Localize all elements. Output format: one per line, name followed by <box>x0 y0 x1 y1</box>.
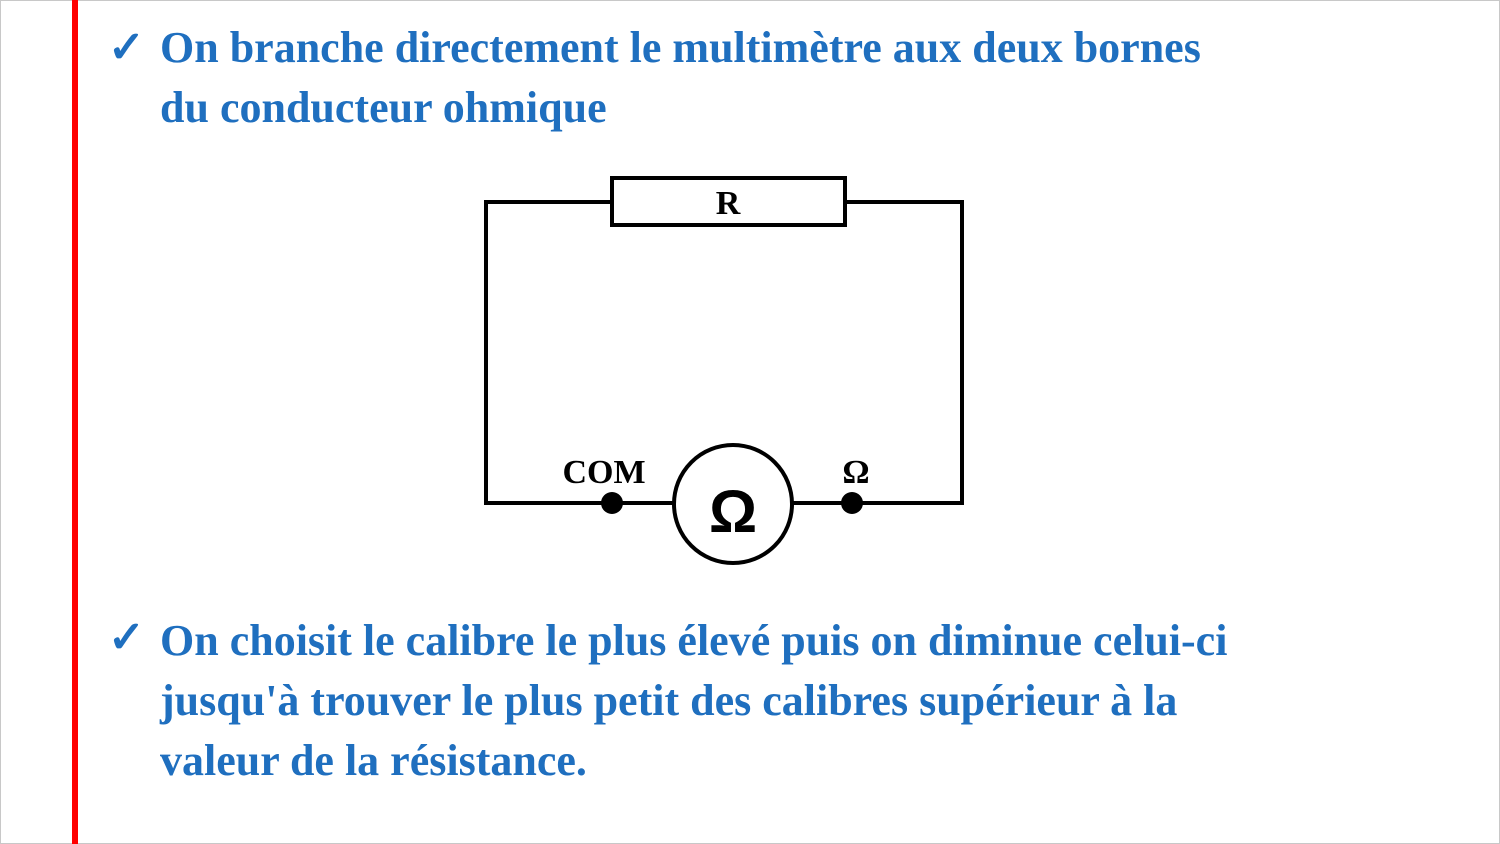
check-icon: ✓ <box>108 613 145 662</box>
ohmmeter-symbol: Ω <box>708 478 758 545</box>
check-icon: ✓ <box>108 23 145 72</box>
bullet-text-connection: On branche directement le multimètre aux deux bornes du conducteur ohmique <box>160 23 1201 132</box>
com-terminal <box>601 492 623 514</box>
ohm-terminal <box>841 492 863 514</box>
resistor-label: R <box>715 185 741 222</box>
bullet-text-calibre: On choisit le calibre le plus élevé puis on diminue celui-ci jusqu'à trouver le plus petit des calibres supérieur à la valeur de la résistance. <box>160 616 1228 785</box>
com-label: COM <box>562 454 646 491</box>
ohm-terminal-label: Ω <box>842 454 870 491</box>
